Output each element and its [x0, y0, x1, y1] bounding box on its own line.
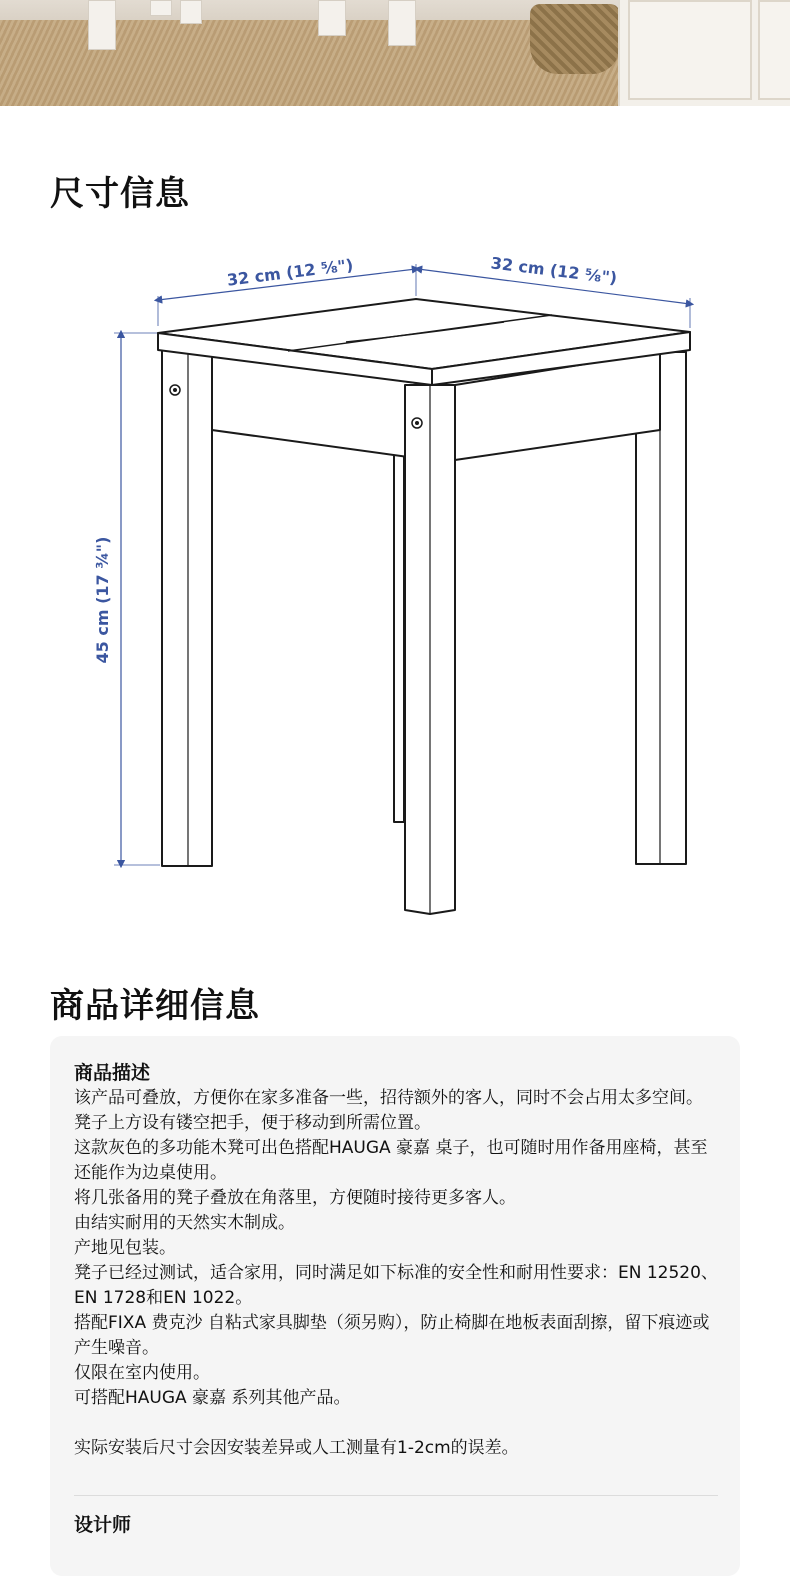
description-heading: 商品描述	[74, 1062, 151, 1084]
description-line: 仅限在室内使用。	[74, 1363, 210, 1383]
product-details-card	[50, 1036, 740, 1576]
description-line: 该产品可叠放，方便你在家多准备一些，招待额外的客人，同时不会占用太多空间。	[74, 1088, 703, 1108]
hero-table-leg	[318, 0, 346, 36]
hero-table-leg	[180, 0, 202, 24]
section-divider	[74, 1495, 718, 1496]
description-line: 产地见包装。	[74, 1238, 176, 1258]
width-dimension-label: 32 cm (12 ⅝")	[225, 255, 355, 290]
depth-dimension-label: 32 cm (12 ⅝")	[489, 253, 619, 288]
stool-back-leg	[394, 440, 404, 822]
description-line: 凳子上方设有镂空把手，便于移动到所需位置。	[74, 1113, 431, 1133]
stool-front-left-leg	[162, 350, 212, 866]
description-line: 搭配FIXA 费克沙 自粘式家具脚垫（须另购），防止椅脚在地板表面刮擦，留下痕迹或产生噪音。	[74, 1313, 710, 1358]
height-dimension-label: 45 cm (17 ¾")	[93, 536, 112, 664]
description-body	[74, 1086, 724, 1461]
description-line: 将几张备用的凳子叠放在角落里，方便随时接待更多客人。	[74, 1188, 516, 1208]
stool-drawing	[158, 299, 690, 914]
measurement-note: 实际安装后尺寸会因安装差异或人工测量有1-2cm的误差。	[74, 1438, 519, 1458]
hero-cabinet-door	[758, 0, 790, 100]
hero-cabinet	[618, 0, 790, 106]
dimensions-title: 尺寸信息	[50, 174, 190, 214]
stool-dimension-diagram	[0, 232, 790, 932]
description-line: 可搭配HAUGA 豪嘉 系列其他产品。	[74, 1388, 351, 1408]
hero-table-leg	[150, 0, 172, 16]
designer-heading: 设计师	[74, 1514, 132, 1536]
description-line: 凳子已经过测试，适合家用，同时满足如下标准的安全性和耐用性要求：EN 12520、EN 1728和EN 1022。	[74, 1263, 718, 1308]
description-line: 由结实耐用的天然实木制成。	[74, 1213, 295, 1233]
hero-table-leg	[88, 0, 116, 50]
hero-cabinet-door	[628, 0, 752, 100]
details-title: 商品详细信息	[50, 986, 260, 1026]
hero-photo	[0, 0, 790, 106]
hero-table-leg	[388, 0, 416, 46]
description-line: 这款灰色的多功能木凳可出色搭配HAUGA 豪嘉 桌子，也可随时用作备用座椅，甚至还能作为边桌使用。	[74, 1138, 708, 1183]
hero-basket	[530, 4, 620, 74]
